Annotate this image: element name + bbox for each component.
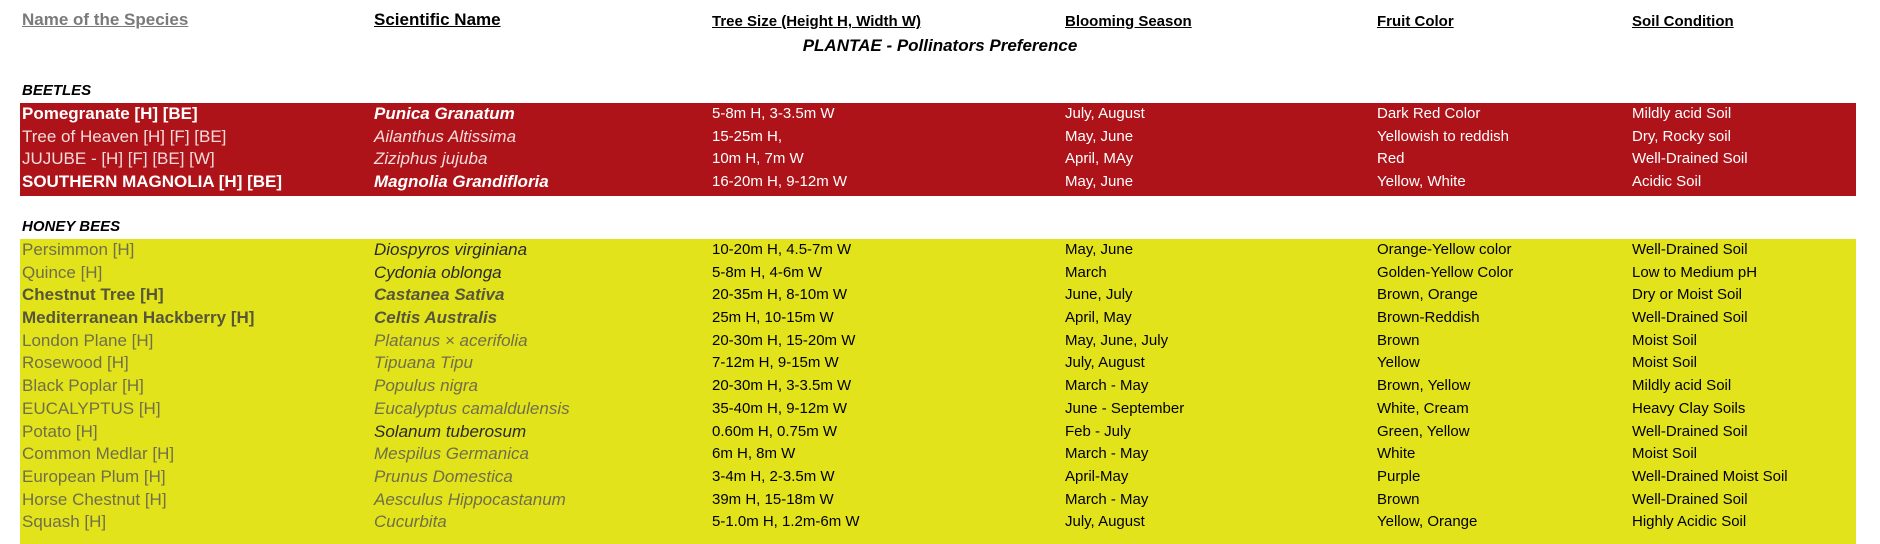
blooming-season-cell: July, August — [1065, 513, 1145, 531]
species-name-cell: Chestnut Tree [H] — [22, 285, 164, 305]
section-title-honey-bees: HONEY BEES — [22, 218, 121, 235]
scientific-name-cell: Cucurbita — [374, 512, 447, 532]
blooming-season-cell: April-May — [1065, 467, 1129, 485]
fruit-color-cell: Yellow — [1377, 354, 1420, 372]
blooming-season-cell: April, May — [1065, 309, 1132, 327]
blooming-season-cell: April, MAy — [1065, 150, 1134, 168]
tree-size-cell: 0.60m H, 0.75m W — [712, 422, 838, 440]
header-fruit-color: Fruit Color — [1377, 13, 1454, 30]
table-row[interactable] — [20, 421, 1856, 444]
tree-size-cell: 16-20m H, 9-12m W — [712, 173, 848, 191]
fruit-color-cell: Purple — [1377, 467, 1421, 485]
scientific-name-cell: Castanea Sativa — [374, 285, 505, 305]
tree-size-cell: 10-20m H, 4.5-7m W — [712, 241, 852, 258]
scientific-name-cell: Prunus Domestica — [374, 466, 513, 486]
fruit-color-cell: Brown-Reddish — [1377, 309, 1480, 327]
fruit-color-cell: Golden-Yellow Color — [1377, 263, 1514, 281]
tree-size-cell: 25m H, 10-15m W — [712, 309, 834, 327]
header-soil-condition: Soil Condition — [1632, 13, 1734, 30]
species-name-cell: Squash [H] — [22, 512, 107, 532]
tree-size-cell: 5-8m H, 3-3.5m W — [712, 105, 835, 122]
tree-size-cell: 20-30m H, 3-3.5m W — [712, 377, 852, 395]
scientific-name-cell: Mespilus Germanica — [374, 444, 529, 464]
scientific-name-cell: Ziziphus jujuba — [374, 149, 488, 169]
table-row[interactable] — [20, 375, 1856, 398]
fruit-color-cell: Dark Red Color — [1377, 105, 1481, 122]
table-row[interactable] — [20, 262, 1856, 285]
tree-size-cell: 10m H, 7m W — [712, 150, 804, 168]
fruit-color-cell: White, Cream — [1377, 399, 1469, 417]
blooming-season-cell: July, August — [1065, 354, 1145, 372]
fruit-color-cell: White — [1377, 445, 1416, 463]
soil-condition-cell: Moist Soil — [1632, 354, 1698, 372]
column-header-row — [0, 10, 1880, 36]
species-name-cell: Mediterranean Hackberry [H] — [22, 308, 255, 328]
soil-condition-cell: Mildly acid Soil — [1632, 377, 1732, 395]
blooming-season-cell: May, June, July — [1065, 331, 1169, 349]
header-scientific-name: Scientific Name — [374, 10, 501, 29]
soil-condition-cell: Heavy Clay Soils — [1632, 399, 1746, 417]
species-name-cell: SOUTHERN MAGNOLIA [H] [BE] — [22, 172, 283, 192]
blooming-season-cell: May, June — [1065, 173, 1134, 191]
fruit-color-cell: Brown — [1377, 490, 1420, 508]
soil-condition-cell: Low to Medium pH — [1632, 263, 1758, 281]
tree-size-cell: 5-8m H, 4-6m W — [712, 263, 823, 281]
blooming-season-cell: June, July — [1065, 286, 1133, 304]
species-name-cell: Pomegranate [H] [BE] — [22, 104, 198, 123]
fruit-color-cell: Brown, Orange — [1377, 286, 1478, 304]
tree-size-cell: 20-35m H, 8-10m W — [712, 286, 848, 304]
tree-size-cell: 39m H, 15-18m W — [712, 490, 834, 508]
table-row[interactable] — [20, 330, 1856, 353]
soil-condition-cell: Highly Acidic Soil — [1632, 513, 1747, 531]
table-row[interactable] — [20, 239, 1856, 262]
blooming-season-cell: July, August — [1065, 105, 1145, 122]
table-row[interactable] — [20, 307, 1856, 330]
table-row[interactable] — [20, 171, 1856, 194]
scientific-name-cell: Cydonia oblonga — [374, 262, 502, 282]
fruit-color-cell: Yellow, Orange — [1377, 513, 1478, 531]
species-name-cell: Common Medlar [H] — [22, 444, 175, 464]
tree-size-cell: 35-40m H, 9-12m W — [712, 399, 848, 417]
scientific-name-cell: Tipuana Tipu — [374, 353, 473, 373]
blooming-season-cell: March — [1065, 263, 1107, 281]
species-name-cell: Horse Chestnut [H] — [22, 489, 167, 509]
table-row[interactable] — [20, 466, 1856, 489]
soil-condition-cell: Dry or Moist Soil — [1632, 286, 1743, 304]
tree-size-cell: 6m H, 8m W — [712, 445, 796, 463]
scientific-name-cell: Aesculus Hippocastanum — [374, 489, 566, 509]
species-name-cell: London Plane [H] — [22, 330, 154, 350]
species-name-cell: Quince [H] — [22, 262, 103, 282]
tree-size-cell: 7-12m H, 9-15m W — [712, 354, 839, 372]
species-name-cell: European Plum [H] — [22, 466, 166, 486]
fruit-color-cell: Brown — [1377, 331, 1420, 349]
blooming-season-cell: May, June — [1065, 127, 1134, 145]
table-row[interactable] — [20, 398, 1856, 421]
soil-condition-cell: Well-Drained Soil — [1632, 490, 1748, 508]
honey-bees-table — [20, 239, 1856, 544]
table-row[interactable] — [20, 284, 1856, 307]
scientific-name-cell: Diospyros virginiana — [374, 240, 528, 259]
table-row[interactable] — [20, 489, 1856, 512]
scientific-name-cell: Punica Granatum — [374, 104, 515, 123]
soil-condition-cell: Moist Soil — [1632, 445, 1698, 463]
soil-condition-cell: Well-Drained Soil — [1632, 309, 1748, 327]
blooming-season-cell: June - September — [1065, 399, 1185, 417]
beetles-table — [20, 103, 1856, 196]
species-name-cell: Potato [H] — [22, 421, 98, 441]
blooming-season-cell: May, June — [1065, 241, 1134, 258]
species-name-cell: Persimmon [H] — [22, 240, 135, 259]
header-species[interactable]: Name of the Species — [22, 10, 189, 29]
tree-size-cell: 3-4m H, 2-3.5m W — [712, 467, 835, 485]
blooming-season-cell: March - May — [1065, 377, 1149, 395]
soil-condition-cell: Dry, Rocky soil — [1632, 127, 1731, 145]
species-name-cell: Tree of Heaven [H] [F] [BE] — [22, 126, 227, 146]
soil-condition-cell: Acidic Soil — [1632, 173, 1702, 191]
scientific-name-cell: Eucalyptus camaldulensis — [374, 398, 570, 418]
fruit-color-cell: Yellowish to reddish — [1377, 127, 1510, 145]
table-row[interactable] — [20, 443, 1856, 466]
section-title-beetles: BEETLES — [22, 82, 92, 99]
blooming-season-cell: March - May — [1065, 490, 1149, 508]
scientific-name-cell: Ailanthus Altissima — [374, 126, 517, 146]
scientific-name-cell: Magnolia Grandifloria — [374, 172, 549, 192]
soil-condition-cell: Well-Drained Soil — [1632, 241, 1748, 258]
species-name-cell: Rosewood [H] — [22, 353, 129, 373]
table-row[interactable] — [20, 511, 1856, 534]
tree-size-cell: 20-30m H, 15-20m W — [712, 331, 856, 349]
tree-size-cell: 5-1.0m H, 1.2m-6m W — [712, 513, 860, 531]
table-row[interactable] — [20, 352, 1856, 375]
soil-condition-cell: Moist Soil — [1632, 331, 1698, 349]
table-row[interactable] — [20, 103, 1856, 126]
soil-condition-cell: Mildly acid Soil — [1632, 105, 1732, 122]
scientific-name-cell: Solanum tuberosum — [374, 421, 527, 441]
fruit-color-cell: Yellow, White — [1377, 173, 1466, 191]
species-name-cell: JUJUBE - [H] [F] [BE] [W] — [22, 149, 215, 169]
fruit-color-cell: Green, Yellow — [1377, 422, 1470, 440]
header-blooming-season: Blooming Season — [1065, 13, 1192, 30]
fruit-color-cell: Orange-Yellow color — [1377, 241, 1512, 258]
blooming-season-cell: Feb - July — [1065, 422, 1131, 440]
header-tree-size: Tree Size (Height H, Width W) — [712, 13, 922, 30]
blooming-season-cell: March - May — [1065, 445, 1149, 463]
scientific-name-cell: Populus nigra — [374, 376, 478, 396]
scientific-name-cell: Celtis Australis — [374, 308, 498, 328]
species-name-cell: Black Poplar [H] — [22, 376, 144, 396]
fruit-color-cell: Red — [1377, 150, 1405, 168]
table-row[interactable] — [20, 126, 1856, 149]
page-title: PLANTAE - Pollinators Preference — [802, 36, 1078, 55]
soil-condition-cell: Well-Drained Soil — [1632, 422, 1748, 440]
table-row[interactable] — [20, 148, 1856, 171]
scientific-name-cell: Platanus × acerifolia — [374, 330, 528, 350]
soil-condition-cell: Well-Drained Moist Soil — [1632, 467, 1788, 485]
soil-condition-cell: Well-Drained Soil — [1632, 150, 1748, 168]
tree-size-cell: 15-25m H, — [712, 127, 783, 145]
fruit-color-cell: Brown, Yellow — [1377, 377, 1471, 395]
species-name-cell: EUCALYPTUS [H] — [22, 398, 161, 418]
